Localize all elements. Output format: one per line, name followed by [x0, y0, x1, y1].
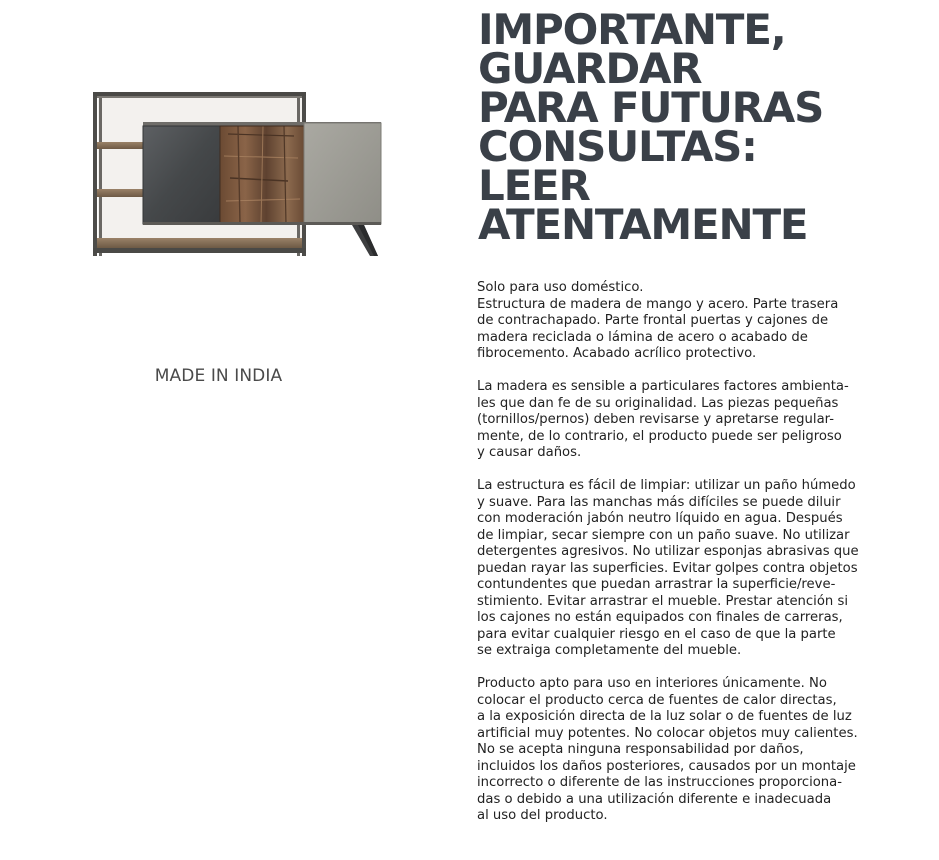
- text-line: Producto apto para uso en interiores únicamente. No: [477, 676, 827, 691]
- text-line: se extraiga completamente del mueble.: [477, 643, 742, 658]
- text-line: colocar el producto cerca de fuentes de calor directas,: [477, 692, 837, 708]
- text-line: artificial muy potentes. No colocar objetos muy calientes.: [477, 725, 858, 741]
- text-line: incorrecto o diferente de las instrucciones proporciona-: [477, 775, 843, 790]
- text-line: La estructura es fácil de limpiar: utilizar un paño húmedo: [477, 478, 856, 493]
- text-line: incluidos los daños posteriores, causados por un montaje: [477, 758, 856, 774]
- text-line: contundentes que puedan arrastrar la superficie/reve-: [477, 577, 836, 592]
- text-line: puedan rayar las superficies. Evitar golpes contra objetos: [477, 560, 858, 576]
- text-line: Solo para uso doméstico.: [477, 280, 644, 295]
- text-line: mente, de lo contrario, el producto puede ser peligroso: [477, 428, 842, 444]
- text-line: Estructura de madera de mango y acero. Parte trasera: [477, 296, 839, 312]
- headline-line: ATENTAMENTE: [478, 200, 808, 249]
- headline: [478, 5, 918, 249]
- text-line: con moderación jabón neutro líquido en agua. Después: [477, 511, 843, 526]
- headline-line: GUARDAR: [478, 44, 702, 93]
- paragraph-wood: [477, 379, 927, 462]
- text-line: les que dan fe de su originalidad. Las piezas pequeñas: [477, 395, 839, 411]
- text-line: madera reciclada o lámina de acero o acabado de: [477, 329, 808, 345]
- text-line: stimiento. Evitar arrastrar el mueble. Prestar atención si: [477, 593, 848, 609]
- made-in-label: MADE IN INDIA: [154, 366, 283, 386]
- text-line: fibrocemento. Acabado acrílico protectivo.: [477, 346, 757, 361]
- headline-line: LEER: [478, 161, 590, 210]
- text-line: No se acepta ninguna responsabilidad por daños,: [477, 742, 804, 757]
- sideboard-furniture-icon: [88, 86, 388, 264]
- headline-line: CONSULTAS:: [478, 122, 757, 171]
- text-line: para evitar cualquier riesgo en el caso de que la parte: [477, 626, 836, 642]
- text-line: a la exposición directa de la luz solar o de fuentes de luz: [477, 709, 852, 724]
- text-line: das o debido a una utilización diferente e inadecuada: [477, 791, 832, 807]
- paragraph-indoor-use: [477, 676, 927, 825]
- text-line: y causar daños.: [477, 445, 582, 460]
- text-line: (tornillos/pernos) deben revisarse y apretarse regular-: [477, 412, 834, 427]
- text-line: y suave. Para las manchas más difíciles se puede diluir: [477, 494, 841, 510]
- text-line: de contrachapado. Parte frontal puertas y cajones de: [477, 313, 829, 328]
- instructions-text: [477, 280, 927, 841]
- text-line: los cajones no están equipados con finales de carreras,: [477, 610, 843, 625]
- paragraph-usage: [477, 280, 927, 363]
- text-line: al uso del producto.: [477, 808, 608, 823]
- text-line: La madera es sensible a particulares factores ambienta-: [477, 379, 849, 394]
- headline-line: PARA FUTURAS: [478, 83, 824, 132]
- headline-line: IMPORTANTE,: [478, 5, 786, 54]
- paragraph-cleaning: [477, 478, 927, 660]
- text-line: detergentes agresivos. No utilizar esponjas abrasivas que: [477, 544, 859, 559]
- text-line: de limpiar, secar siempre con un paño suave. No utilizar: [477, 527, 850, 543]
